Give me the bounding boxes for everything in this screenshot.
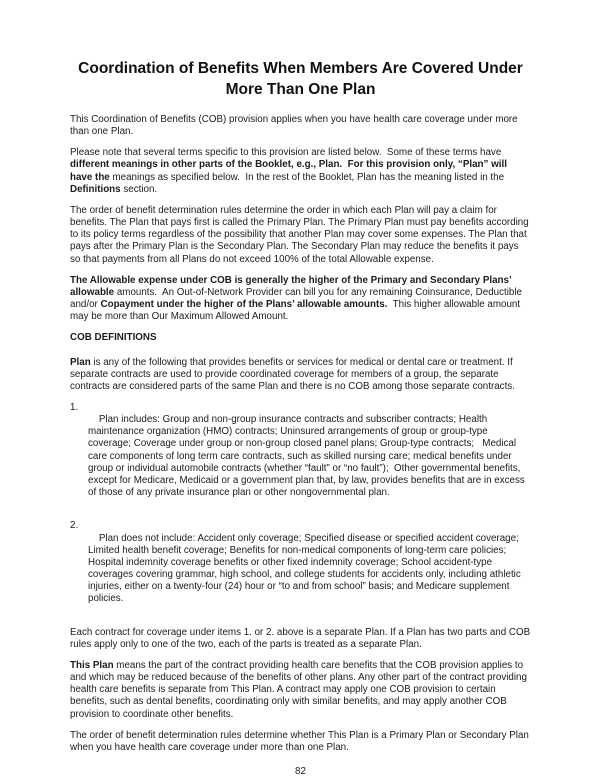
paragraph-allowable-expense: The Allowable expense under COB is generally the higher of the Primary and Secondary Plans’ allowable amounts. An Out-of-Network Provider can bill you for any remaining Coinsurance, Deductible and/or Copayment under the higher of the Plans’ allowable amounts. This higher allowable amount may be more than Our Maximum Allowed Amount.	[70, 274, 525, 323]
list-item-plan-excludes	[70, 520, 531, 617]
page-title-line-2: More Than One Plan	[225, 81, 376, 98]
list-item-text: Plan includes: Group and non-group insurance contracts and subscriber contracts; Health maintenance organization (HMO) contracts; Uninsured arrangements of group or group-type coverage; Coverage under group or non-group closed panel plans; Group-type contracts; Medical care components of long term care contracts, such as skilled nursing care; medical benefits under group or individual automobile contracts (whether “fault” or “no fault”); Other governmental benefits, except for Medicare, Medicaid or a government plan that, by law, provides benefits that are in excess of those of any private insurance plan or other nongovernmental plan.	[88, 414, 528, 499]
cob-definitions-heading: COB DEFINITIONS	[70, 332, 157, 344]
list-item-number: 2.	[70, 520, 79, 532]
paragraph-terms-note: Please note that several terms specific to this provision are listed below. Some of these terms have different meanings in other parts of the Booklet, e.g., Plan. For this provision only, “Plan” will have the meanings as specified below. In the rest of the Booklet, Plan has the meaning listed in the Definitions section.	[70, 147, 510, 195]
list-item-text: Plan does not include: Accident only coverage; Specified disease or specified accident coverage; Limited health benefit coverage; Benefits for non-medical components of long-term care policies; Hospital indemnity coverage benefits or other fixed indemnity coverage; School accident-type coverages covering grammar, high school, and college students for accidents only, including athletic injuries, either on a twenty-four (24) hour or “to and from school” basis; and Medicare supplement policies.	[88, 532, 524, 605]
list-item-plan-includes	[70, 402, 531, 511]
paragraph-cob-intro: This Coordination of Benefits (COB) provision applies when you have health care coverage under more than one Plan.	[70, 114, 521, 138]
paragraph-order-of-benefit: The order of benefit determination rules determine the order in which each Plan will pay a claim for benefits. The Plan that pays first is called the Primary Plan. The Primary Plan must pay benefits according to its policy terms regardless of the possibility that another Plan may cover some expenses. The Plan that pays after the Primary Plan is the Secondary Plan. The Secondary Plan may reduce the benefits it pays so that payments from all Plans do not exceed 100% of the total Allowable expense.	[70, 204, 532, 265]
paragraph-primary-or-secondary: The order of benefit determination rules determine whether This Plan is a Primary Plan or Secondary Plan when you have health care coverage under more than one Plan.	[70, 729, 532, 753]
page-title-line-1: Coordination of Benefits When Members Are Covered Under	[78, 60, 523, 77]
paragraph-separate-plan: Each contract for coverage under items 1. or 2. above is a separate Plan. If a Plan has two parts and COB rules apply only to one of the two, each of the parts is treated as a separate Plan.	[70, 626, 533, 650]
paragraph-plan-definition: Plan is any of the following that provides benefits or services for medical or dental care or treatment. If separate contracts are used to provide coordinated coverage for members of a group, the separate contracts are considered parts of the same Plan and there is no COB among those separate contracts.	[70, 356, 516, 392]
page-title	[70, 58, 531, 100]
paragraph-this-plan-definition: This Plan means the part of the contract providing health care benefits that the COB provision applies to and which may be reduced because of the benefits of other plans. Any other part of the contract providing health care benefits is separate from This Plan. A contract may apply one COB provision to certain benefits, such as dental benefits, coordinating only with similar benefits, and may apply another COB provision to coordinate other benefits.	[70, 659, 530, 720]
list-item-number: 1.	[70, 401, 79, 413]
page-number-label: 82	[295, 766, 306, 776]
